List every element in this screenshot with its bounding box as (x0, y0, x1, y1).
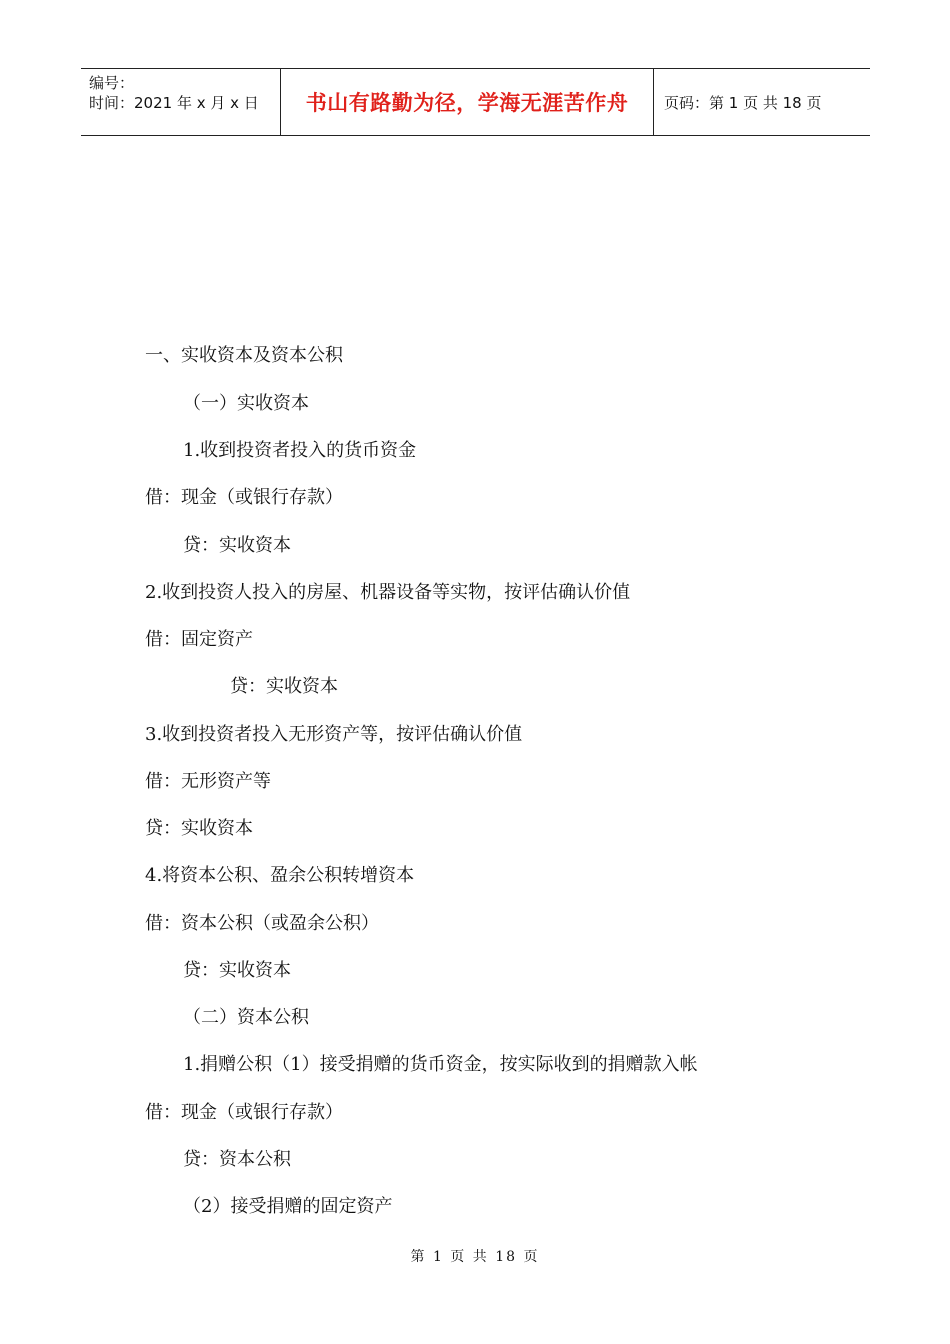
credit-entry: 贷：实收资本 (183, 960, 291, 981)
item-heading: 4.将资本公积、盈余公积转增资本 (145, 865, 415, 886)
header-meta (81, 69, 281, 135)
number-label: 编号： (89, 74, 135, 92)
credit-entry: 贷：实收资本 (183, 535, 291, 556)
item-heading: （2）接受捐赠的固定资产 (183, 1196, 393, 1217)
debit-entry: 借：现金（或银行存款） (145, 487, 343, 508)
credit-entry: 贷：资本公积 (183, 1149, 291, 1170)
debit-entry: 借：资本公积（或盈余公积） (145, 913, 379, 934)
subsection-heading: （一）实收资本 (183, 393, 309, 414)
item-heading: 3.收到投资者投入无形资产等，按评估确认价值 (145, 724, 523, 745)
subsection-heading: （二）资本公积 (183, 1007, 309, 1028)
debit-entry: 借：无形资产等 (145, 771, 271, 792)
credit-entry: 贷：实收资本 (145, 818, 253, 839)
page-footer: 第 1 页 共 18 页 (410, 1249, 540, 1265)
item-heading: 1.收到投资者投入的货币资金 (183, 440, 417, 461)
debit-entry: 借：固定资产 (145, 629, 253, 650)
header-motto: 书山有路勤为径，学海无涯苦作舟 (281, 69, 654, 135)
credit-entry: 贷：实收资本 (230, 676, 338, 697)
time-label: 时间：2021 年 x 月 x 日 (89, 94, 259, 112)
debit-entry: 借：现金（或银行存款） (145, 1102, 343, 1123)
section-heading: 一、实收资本及资本公积 (145, 345, 343, 366)
page-header (81, 68, 870, 136)
header-page-info: 页码：第 1 页 共 18 页 (664, 93, 822, 112)
item-heading: 2.收到投资人投入的房屋、机器设备等实物，按评估确认价值 (145, 582, 631, 603)
item-heading: 1.捐赠公积（1）接受捐赠的货币资金，按实际收到的捐赠款入帐 (183, 1054, 698, 1075)
